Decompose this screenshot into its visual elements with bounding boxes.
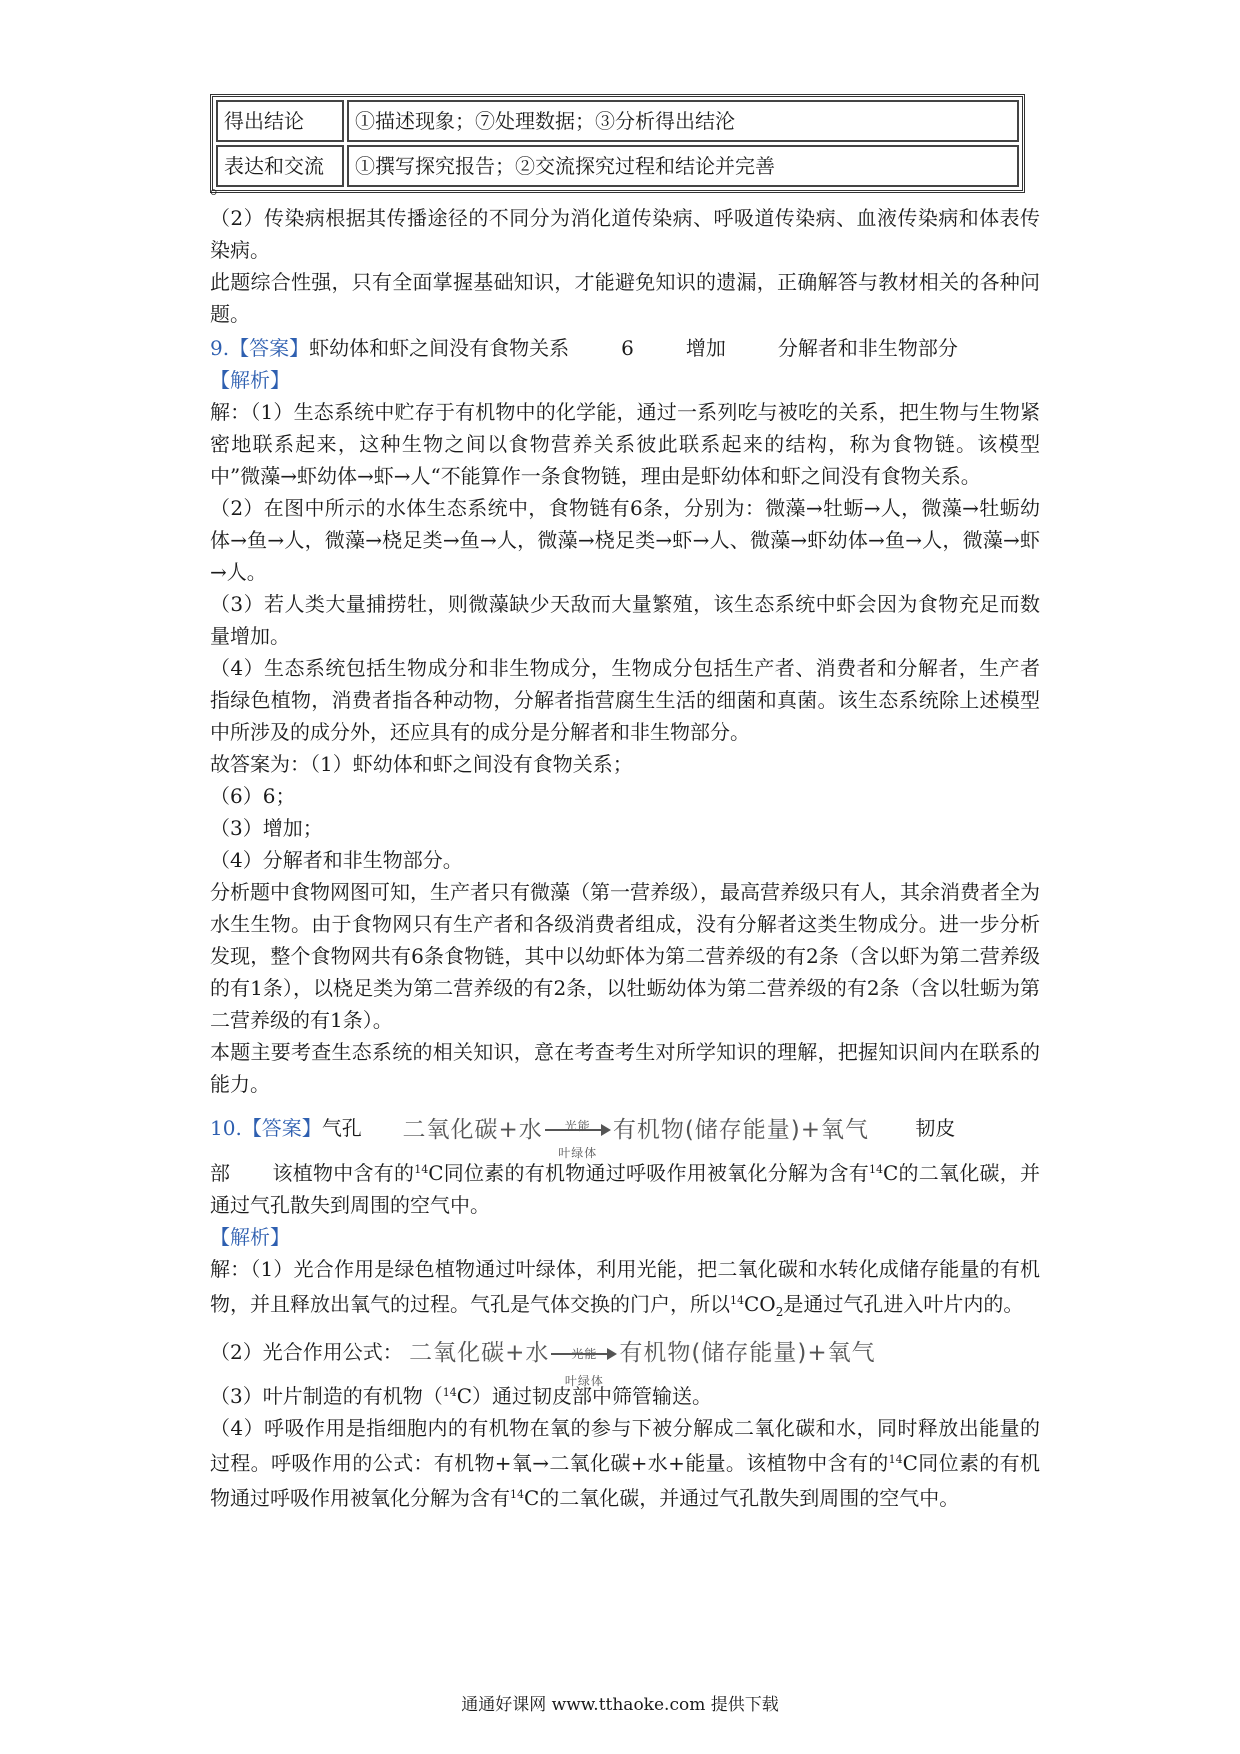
photosynthesis-equation — [409, 1329, 876, 1388]
analysis-tag: 【解析】 — [210, 1224, 290, 1249]
answer-item: 分解者和非生物部分 — [777, 336, 958, 360]
equation-left: 二氧化碳+水 — [409, 1340, 550, 1366]
paragraph: （3）若人类大量捕捞牡，则微藻缺少天敌而大量繁殖，该生态系统中虾会因为食物充足而数量增加。 — [210, 592, 1040, 648]
text-line: 。 — [210, 174, 230, 198]
text-span: （2）光合作用公式： — [210, 1339, 403, 1364]
equation-left: 二氧化碳+水 — [402, 1116, 543, 1143]
text-span: （4）呼吸作用是指细胞内的有机物在氧的参与下被分解成二氧化碳和水，同时释放出能量的过程。呼吸作用的公式：有机物+氧→二氧化碳+水+能量。该植物中含有的 — [210, 1416, 1040, 1475]
question-number: 9. — [210, 336, 230, 360]
paragraph: （6）6； — [210, 784, 296, 808]
text-span: 是通过气孔进入叶片内的。 — [783, 1291, 1024, 1316]
text-span: C的二氧化碳，并通过气孔散失到周围的空气中。 — [524, 1486, 960, 1510]
text-span: C）通过韧皮部中筛管输送。 — [456, 1384, 713, 1408]
superscript: 14 — [510, 1488, 524, 1501]
paragraph: （4）生态系统包括生物成分和非生物成分，生物成分包括生产者、消费者和分解者，生产者指绿色植物，消费者指各种动物，分解者指营腐生生活的细菌和真菌。该生态系统除上述模型中所涉及的成分外，还应具有的成分是分解者和非生物部分。 — [210, 656, 1040, 744]
paragraph — [210, 1253, 1040, 1328]
text-span: C同位素的有机物通过呼吸作用被氧化分解为含有 — [210, 1451, 1040, 1510]
question-number: 10. — [210, 1116, 242, 1140]
answer-item: 6 — [621, 336, 634, 360]
superscript: 14 — [414, 1162, 429, 1176]
paragraph: 解：（1）生态系统中贮存于有机物中的化学能，通过一系列吃与被吃的关系，把生物与生物紧密地联系起来，这种生物之间以食物营养关系彼此联系起来的结构，称为食物链。该模型中”微藻→虾幼体→虾→人“不能算作一条食物链，理由是虾幼体和虾之间没有食物关系。 — [210, 400, 1040, 488]
superscript: 14 — [888, 1453, 903, 1466]
paragraph: （2）传染病根据其传播途径的不同分为消化道传染病、呼吸道传染病、血液传染病和体表传染病。 — [210, 206, 1040, 262]
reaction-arrow — [545, 1115, 611, 1160]
page-footer: 通通好课网 www.tthaoke.com 提供下载 — [461, 1695, 779, 1715]
paragraph — [210, 1412, 1040, 1514]
paragraph: 本题主要考查生态系统的相关知识，意在考查考生对所学知识的理解，把握知识间内在联系的能力。 — [210, 1040, 1040, 1096]
equation-right: 有机物(储存能量)+氧气 — [612, 1116, 870, 1143]
paragraph: 分析题中食物网图可知，生产者只有微藻（第一营养级），最高营养级只有人，其余消费者全为水生生物。由于食物网只有生产者和各级消费者组成，没有分解者这类生物成分。进一步分析发现，整个食物网共有6条食物链，其中以幼虾体为第二营养级的有2条（含以虾为第二营养级的有1条），以桡足类为第二营养级的有2条，以牡蛎幼体为第二营养级的有2条（含以牡蛎为第二营养级的有1条）。 — [210, 880, 1040, 1032]
row-content: ①撰写探究报告；②交流探究过程和结论并完善 — [347, 145, 1019, 187]
answer-item: 虾幼体和虾之间没有食物关系 — [309, 336, 570, 360]
answer-item: 气孔 — [321, 1116, 362, 1140]
paragraph — [210, 1377, 1040, 1412]
text-span: 解：（1）光合作用是绿色植物通过叶绿体，利用光能，把二氧化碳和水转化成储存能量的有机物，并且释放出氧气的过程。气孔是气体交换的门户，所以 — [210, 1256, 1040, 1316]
answer-tag: 【答案】 — [241, 1116, 322, 1140]
row-label: 得出结论 — [216, 100, 344, 142]
arrow-condition-top: 光能 — [571, 1346, 598, 1361]
paragraph: 此题综合性强，只有全面掌握基础知识，才能避免知识的遗漏，正确解答与教材相关的各种问题。 — [210, 270, 1040, 326]
superscript: 14 — [442, 1386, 457, 1399]
arrow-condition-top: 光能 — [564, 1119, 591, 1133]
paragraph: （2）在图中所示的水体生态系统中，食物链有6条，分别为：微藻→牡蛎→人，微藻→牡蛎幼体→鱼→人，微藻→桡足类→鱼→人，微藻→桡足类→虾→人、微藻→虾幼体→鱼→人，微藻→虾→人。 — [210, 496, 1040, 584]
arrow-condition-bottom: 叶绿体 — [564, 1373, 604, 1388]
text-span: CO — [744, 1291, 776, 1316]
paragraph: （4）分解者和非生物部分。 — [210, 848, 463, 872]
paragraph: 故答案为：（1）虾幼体和虾之间没有食物关系； — [210, 752, 633, 776]
answer-line-9 — [210, 332, 1040, 364]
subscript: 2 — [775, 1304, 784, 1319]
text-span: C同位素的有机物通过呼吸作用被氧化分解为含有 — [428, 1160, 869, 1185]
text-span: 该植物中含有的 — [272, 1160, 415, 1185]
answer-item: 部 — [210, 1160, 231, 1185]
answer-tag: 【答案】 — [229, 336, 310, 360]
answer-item: 增加 — [685, 336, 726, 360]
paragraph — [210, 1154, 1040, 1221]
photosynthesis-equation — [402, 1110, 870, 1160]
row-content: ①描述现象；⑦处理数据；③分析得出结沦 — [347, 100, 1019, 142]
paragraph — [210, 1328, 1040, 1388]
text-span: （3）叶片制造的有机物（ — [210, 1384, 443, 1408]
arrow-condition-bottom: 叶绿体 — [558, 1146, 598, 1160]
table-row — [216, 100, 1019, 142]
reaction-arrow — [551, 1339, 617, 1388]
answer-item: 韧皮 — [915, 1116, 956, 1140]
answer-line-10 — [210, 1108, 1040, 1160]
equation-right: 有机物(储存能量)+氧气 — [619, 1340, 876, 1366]
superscript: 14 — [730, 1293, 744, 1307]
analysis-tag: 【解析】 — [210, 368, 290, 392]
text-span: C的二氧化碳，并通过气孔散失到周围的空气中。 — [210, 1160, 1040, 1217]
superscript: 14 — [868, 1162, 883, 1176]
row-label: 表达和交流 — [216, 145, 344, 187]
paragraph: （3）增加； — [210, 816, 323, 840]
document-body — [210, 170, 1040, 1514]
